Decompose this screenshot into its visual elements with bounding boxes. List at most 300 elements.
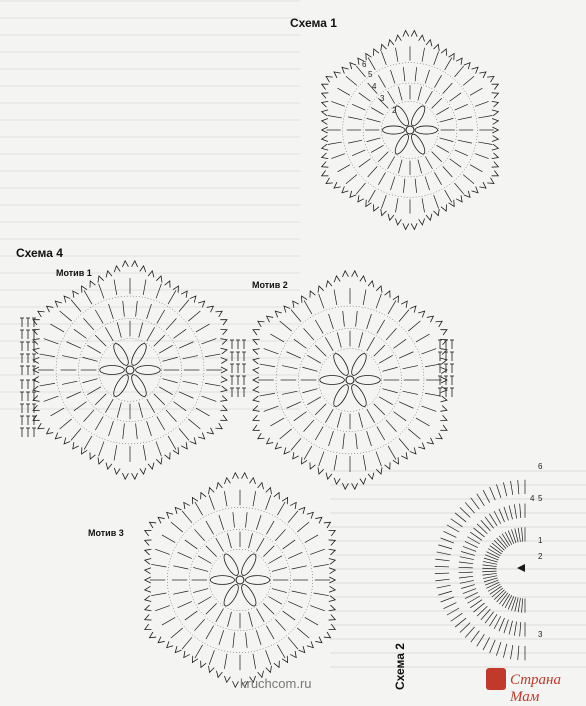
edge-stitch-mark [310,462,315,469]
edge-stitch-mark [266,666,272,673]
ring-stitch-mark [143,445,146,460]
edge-stitch-mark [220,415,227,420]
stitch-columns-left [20,318,454,437]
ring-stitch-mark [266,626,274,639]
edge-stitch-mark [220,329,227,335]
center-petal-mark [349,383,369,409]
ring-stitch-mark [206,603,217,614]
edge-stitch-mark [329,586,335,592]
ring-stitch-mark [367,409,375,423]
ring-stitch-mark [40,383,55,386]
ring-stitch-mark [272,589,287,593]
scheme4-title: Схема 4 [16,246,63,260]
edge-stitch-mark [376,286,382,293]
half-ring-stitch-mark [463,589,476,594]
ring-stitch-mark [437,108,449,115]
ring-stitch-mark [379,397,393,405]
ring-stitch-mark [434,75,441,87]
half-ring-stitch-mark [460,580,474,583]
ring-stitch-mark [388,157,395,169]
ring-stitch-mark [302,389,317,393]
ring-stitch-mark [166,410,176,422]
ring-stitch-mark [84,290,92,304]
ring-stitch-mark [178,552,192,558]
ring-stitch-mark [291,438,301,450]
edge-stitch-mark [145,586,151,592]
center-ring [346,376,354,384]
ring-stitch-mark [179,428,189,440]
edge-stitch-mark [324,522,331,528]
ring-stitch-mark [399,310,409,322]
ring-stitch-mark [136,423,138,439]
edge-stitch-mark [492,93,499,99]
ring-stitch-mark [338,88,350,95]
half-ring-stitch-mark [461,585,475,589]
edge-stitch-mark [38,311,45,317]
edge-stitch-mark [322,153,329,159]
ring-stitch-mark [381,51,386,64]
ring-stitch-mark [399,438,409,450]
center-petal-mark [129,342,149,368]
edge-stitch-mark [360,478,366,484]
half-ring-stitch-mark [520,504,521,518]
half-ring-stitch-mark [505,532,512,545]
half-ring-stitch-mark [486,552,499,558]
chain-ring [99,339,162,402]
edge-stitch-mark [410,447,416,453]
ring-stitch-mark [173,566,188,569]
ring-stitch-mark [297,522,309,532]
ring-stitch-mark [173,329,186,338]
brand-name: Страна Мам [510,672,561,705]
ring-stitch-mark [198,597,211,605]
edge-stitch-mark [435,433,442,439]
edge-stitch-mark [441,204,446,211]
edge-stitch-mark [329,596,335,602]
edge-stitch-mark [419,35,425,41]
ring-stitch-mark [475,101,488,106]
edge-stitch-mark [73,442,79,449]
ring-stitch-mark [368,190,375,202]
half-ring-stitch-mark [494,511,501,524]
half-ring-stitch-mark [496,642,501,656]
ring-stitch-mark [445,190,452,202]
edge-stitch-mark [472,186,478,192]
half-ring-stitch-mark [441,538,454,543]
edge-stitch-mark [190,437,196,443]
half-ring-stitch-mark [447,608,459,615]
ring-stitch-mark [343,433,345,449]
ring-stitch-mark [114,280,117,295]
center-petal-mark [239,583,259,608]
edge-stitch-mark [385,291,390,298]
edge-stitch-mark [106,271,112,278]
center-petal-mark [409,132,427,156]
chain-ring [343,63,478,198]
edge-stitch-mark [233,681,239,687]
scheme2-row-number: 1 [538,536,543,545]
ring-stitch-mark [216,538,224,551]
half-ring-stitch-mark [465,502,474,513]
ring-stitch-mark [445,58,452,70]
edge-stitch-mark [492,118,498,124]
center-petal-mark [100,366,125,375]
edge-stitch-mark [140,468,146,474]
edge-stitch-mark [267,316,274,322]
edge-stitch-mark [440,415,447,421]
edge-stitch-mark [82,286,88,293]
half-ring-stitch-mark [508,596,514,609]
edge-stitch-mark [220,405,227,411]
edge-stitch-mark [329,615,336,621]
ring-stitch-mark [263,546,274,557]
half-ring-stitch-mark [518,598,520,612]
ring-stitch-mark [379,355,393,363]
scheme1-row-number: 6 [362,60,367,69]
edge-stitch-mark [418,311,424,317]
ring-stitch-mark [147,304,152,319]
ring-stitch-mark [304,446,312,460]
ring-stitch-mark [159,345,173,353]
ring-stitch-mark [388,91,395,103]
ring-stitch-mark [246,512,248,527]
ring-stitch-mark [114,445,117,460]
half-ring-stitch-mark [438,545,452,549]
edge-stitch-mark [55,433,61,439]
ring-stitch-mark [434,172,441,184]
ring-stitch-mark [260,364,275,367]
edge-stitch-mark [253,358,259,364]
ring-stitch-mark [233,633,235,648]
ring-stitch-mark [185,540,197,549]
ring-stitch-mark [359,159,371,167]
ring-stitch-mark [179,342,193,348]
edge-stitch-mark [207,428,214,434]
edge-stitch-mark [47,306,54,312]
ring-stitch-mark [374,345,385,356]
center-petal-mark [221,552,241,577]
edge-stitch-mark [38,423,45,429]
ring-stitch-mark [154,335,165,346]
half-ring-stitch-mark [518,646,519,660]
half-ring-stitch-mark [443,603,456,609]
edge-stitch-mark [148,271,154,278]
edge-stitch-mark [411,223,417,229]
half-ring-stitch-mark [460,557,474,560]
ring-stitch-mark [209,495,214,509]
edge-stitch-mark [290,502,296,509]
center-petal-mark [415,126,437,134]
edge-stitch-mark [150,522,157,528]
edge-stitch-mark [253,415,260,421]
half-ring-stitch-mark [483,573,497,575]
ring-stitch-mark [297,628,309,638]
ring-stitch-mark [280,429,292,439]
ring-stitch-mark [219,630,224,645]
center-petal-mark [129,373,149,399]
edge-stitch-mark [253,406,260,412]
edge-stitch-mark [201,661,206,668]
edge-stitch-mark [419,219,425,225]
edge-stitch-mark [98,276,104,283]
center-petal-mark [210,576,234,585]
center-petal-mark [320,376,345,385]
ring-stitch-mark [422,349,437,354]
half-ring-stitch-mark [437,552,451,555]
ring-stitch-mark [179,392,193,398]
ring-stitch-mark [246,633,248,648]
ring-stitch-mark [99,442,104,457]
ring-stitch-mark [315,427,323,441]
ring-stitch-mark [337,332,341,347]
edge-stitch-mark [388,40,394,47]
edge-stitch-mark [181,291,187,298]
edge-stitch-mark [440,425,447,430]
half-ring-stitch-mark [471,631,480,642]
half-ring-stitch-mark [451,613,463,621]
ring-stitch-mark [368,58,375,70]
ring-stitch-mark [314,564,329,567]
ring-stitch-mark [105,327,113,341]
ring-stitch-mark [334,290,337,305]
edge-stitch-mark [322,84,329,89]
half-ring-stitch-mark [504,620,509,634]
center-ring [406,126,414,134]
center-petal-mark [356,376,381,385]
half-ring-stitch-mark [463,546,476,551]
edge-stitch-mark [184,651,190,658]
ring-stitch-mark [376,294,381,309]
half-ring-stitch-mark [477,634,485,646]
ring-stitch-mark [282,391,297,394]
edge-stitch-mark [324,632,331,638]
center-petal-mark [246,576,270,585]
edge-stitch-mark [173,286,179,293]
ring-stitch-mark [315,404,326,415]
edge-stitch-mark [106,463,112,470]
center-petal-mark [221,583,241,608]
ring-stitch-mark [399,352,413,358]
ring-stitch-mark [50,408,64,416]
ring-stitch-mark [162,617,175,625]
edge-stitch-mark [90,452,95,459]
scheme2-row-number: 4 [530,494,535,503]
edge-stitch-mark [326,473,332,480]
ring-stitch-mark [302,367,317,371]
edge-stitch-mark [98,457,104,464]
ring-stitch-mark [257,609,265,622]
edge-stitch-mark [145,549,152,555]
edge-stitch-mark [184,502,190,509]
ring-stitch-mark [378,75,385,87]
edge-stitch-mark [322,144,328,150]
edge-stitch-mark [381,209,387,216]
ring-stitch-mark [99,284,104,299]
edge-stitch-mark [282,656,288,663]
edge-stitch-mark [492,153,499,159]
ring-stitch-mark [437,145,449,152]
half-ring-stitch-mark [509,621,512,635]
edge-stitch-mark [322,136,328,142]
ring-stitch-mark [463,175,474,184]
edge-stitch-mark [472,67,478,73]
ring-stitch-mark [196,408,210,416]
edge-stitch-mark [284,447,290,453]
edge-stitch-mark [209,666,215,673]
edge-stitch-mark [352,483,358,489]
edge-stitch-mark [427,316,434,322]
ring-stitch-mark [206,626,214,639]
ring-stitch-mark [416,334,430,342]
ring-stitch-mark [50,324,64,332]
edge-stitch-mark [275,443,281,449]
ring-stitch-mark [147,327,155,341]
edge-stitch-mark [158,517,165,523]
edge-stitch-mark [360,276,366,282]
edge-stitch-mark [456,195,462,202]
ring-stitch-mark [109,304,114,319]
edge-stitch-mark [221,376,227,382]
ring-stitch-mark [157,310,165,324]
ring-stitch-mark [195,645,203,658]
ring-stitch-mark [432,152,442,162]
ring-stitch-mark [162,379,177,383]
ring-stitch-mark [337,412,341,427]
edge-stitch-mark [274,661,279,668]
half-ring-stitch-mark [483,490,490,503]
ring-stitch-mark [425,393,440,396]
edge-stitch-mark [284,306,290,312]
edge-stitch-mark [216,483,222,490]
ring-stitch-mark [356,433,358,449]
edge-stitch-mark [479,72,486,78]
edge-stitch-mark [434,209,440,216]
edge-stitch-mark [253,386,259,392]
edge-stitch-mark [350,191,356,197]
ring-stitch-mark [403,366,418,369]
ring-stitch-mark [287,352,301,358]
ring-stitch-mark [151,593,166,596]
edge-stitch-mark [253,330,260,335]
ring-stitch-mark [257,538,265,551]
ring-stitch-mark [269,556,282,564]
ring-stitch-mark [117,322,121,337]
edge-stitch-mark [275,311,281,317]
edge-stitch-mark [192,656,198,663]
scheme2-row-number: 3 [538,630,543,639]
ring-stitch-mark [139,322,143,337]
edge-stitch-mark [373,204,378,211]
ring-stitch-mark [334,455,337,470]
ring-stitch-mark [105,399,113,413]
edge-stitch-mark [90,281,95,288]
edge-stitch-mark [441,49,446,56]
ring-stitch-mark [173,591,188,594]
edge-stitch-mark [253,396,259,402]
ring-stitch-mark [270,418,284,426]
edge-stitch-mark [342,271,348,277]
half-ring-stitch-mark [451,519,463,527]
ring-stitch-mark [253,654,256,669]
ring-stitch-mark [388,300,396,314]
ring-stitch-mark [455,183,464,194]
ring-stitch-mark [283,611,295,620]
edge-stitch-mark [224,676,230,682]
ring-stitch-mark [393,412,406,421]
ring-stitch-mark [359,332,363,347]
edge-stitch-mark [310,291,315,298]
ring-stitch-mark [71,300,81,312]
half-ring-stitch-mark [514,622,516,636]
ring-stitch-mark [382,367,397,371]
edge-stitch-mark [427,438,434,444]
ring-stitch-mark [188,311,200,321]
ring-stitch-mark [82,357,97,361]
ring-stitch-mark [443,83,453,94]
edge-stitch-mark [393,457,399,464]
edge-stitch-mark [132,261,138,267]
half-ring-stitch-mark [443,531,456,537]
ring-stitch-mark [205,383,220,386]
center-petal-mark [331,383,351,409]
ring-stitch-mark [368,166,378,177]
half-ring-stitch-mark [435,579,449,581]
edge-stitch-mark [145,615,152,621]
ring-stitch-mark [117,402,121,417]
edge-stitch-mark [315,517,322,523]
ring-stitch-mark [348,140,362,143]
ring-stitch-mark [82,379,97,383]
edge-stitch-mark [322,162,329,168]
edge-stitch-mark [366,54,372,61]
ring-stitch-mark [356,183,365,194]
ring-stitch-mark [377,320,385,334]
ring-stitch-mark [151,564,166,567]
half-ring-stitch-mark [518,480,519,494]
half-ring-stitch-mark [437,585,451,588]
half-ring-stitch-mark [465,627,474,638]
ring-stitch-mark [256,630,261,645]
ring-stitch-mark [367,337,375,351]
edge-stitch-mark [334,276,340,282]
ring-stitch-mark [283,540,295,549]
ring-stitch-mark [171,628,183,638]
ring-stitch-mark [166,318,176,330]
half-ring-stitch-mark [483,565,497,567]
ring-stitch-mark [74,329,87,338]
ring-stitch-mark [202,339,217,344]
ring-stitch-mark [275,619,285,630]
half-ring-stitch-mark [459,567,473,568]
ring-stitch-mark [425,91,432,103]
edge-stitch-mark [326,76,333,82]
ring-stitch-mark [376,452,381,467]
center-petal-mark [111,342,131,368]
ring-stitch-mark [263,603,274,614]
scheme2-title: Схема 2 [393,643,407,690]
hexagon-motif-scheme1 [322,31,499,230]
ring-stitch-mark [458,140,472,143]
ring-stitch-mark [434,51,439,64]
edge-stitch-mark [376,467,382,474]
edge-stitch-mark [207,306,214,312]
ring-stitch-mark [272,567,287,571]
ring-stitch-mark [256,515,261,530]
half-ring-stitch-mark [503,644,506,658]
ring-stitch-mark [455,66,464,77]
ring-stitch-mark [359,93,371,101]
ring-stitch-mark [288,511,298,523]
